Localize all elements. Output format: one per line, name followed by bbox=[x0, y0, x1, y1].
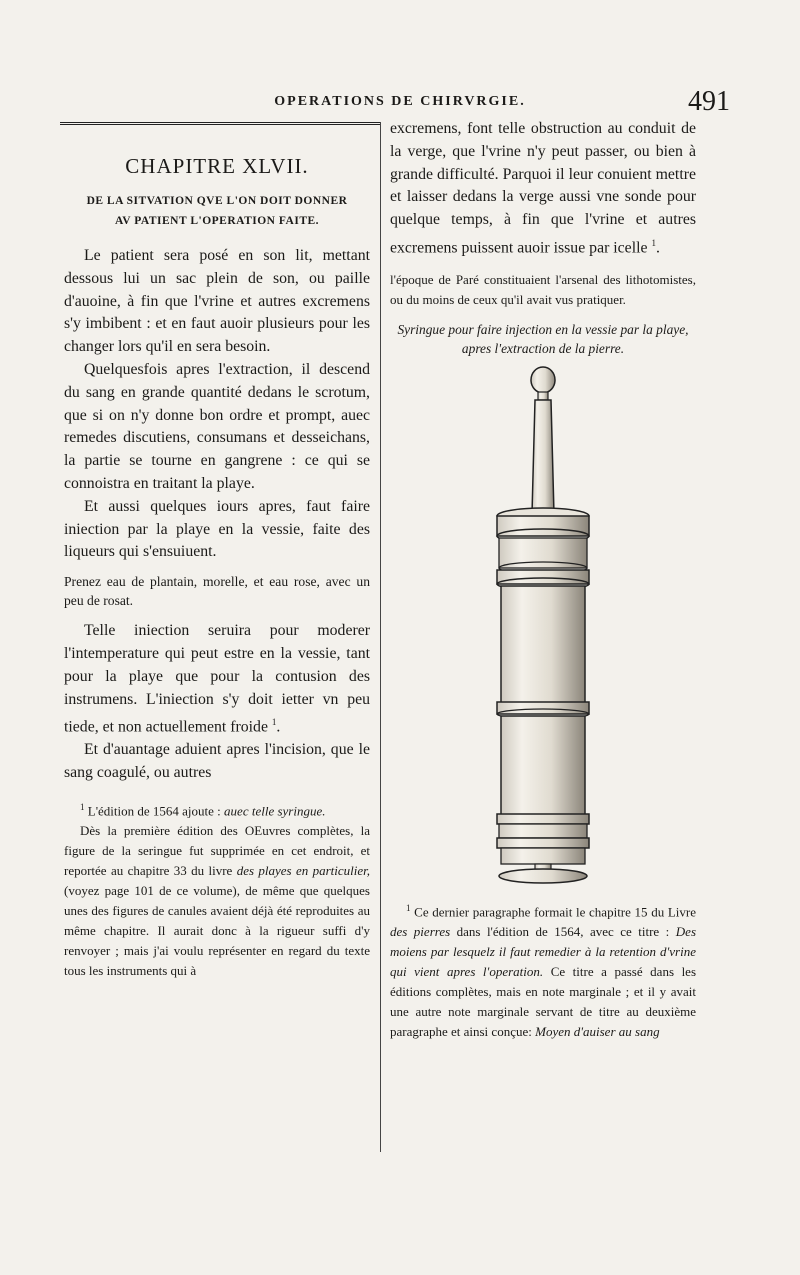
right-paragraph-1: excremens, font telle obstruction au conduit de la verge, que l'vrine n'y peut passer, ou bien à grande difficulté. Parquoi il leur conuient mettre et laisser dedans la verge aussi vne sonde pour quelque temps, à fin que l'vrine et autres excremens puissent auoir issue par icelle $^1$. bbox=[390, 120, 696, 257]
paragraph-5: Et d'auantage aduient apres l'incision, que le sang coagulé, ou autres bbox=[64, 741, 370, 782]
right-column bbox=[390, 118, 696, 1042]
paragraph-1: Le patient sera posé en son lit, mettant dessous lui un sac plein de son, ou paille d'auoine, à fin que l'vrine et autres excremens s'y imbibent : et en faut auoir plusieurs pour les changer lors qu'il en sera besoin. bbox=[64, 247, 370, 356]
recipe-text: Prenez eau de plantain, morelle, et eau rose, avec un peu de rosat. bbox=[64, 574, 370, 609]
right-footnote-marker: 1 bbox=[651, 237, 656, 248]
syringe-illustration bbox=[390, 364, 696, 884]
footnote-3-italic3: Moyen d'auiser au sang bbox=[535, 1024, 660, 1040]
footnote-3 bbox=[390, 898, 696, 1042]
footnote-1-italic: auec telle syringue. bbox=[224, 803, 326, 819]
footnote-3-italic2: Des moiens par lesquelz il faut remedier à la retention d'vrine qui vient apres l'operation. bbox=[390, 924, 696, 980]
paragraph-4-text: Telle iniection seruira pour moderer l'intemperature qui peut estre en la vessie, tant pour la playe que pour la contusion des instrumens. L'iniection s'y doit ietter vn peu tiede, et non actuellement froide bbox=[64, 622, 370, 736]
footnote-1-text: L'édition de 1564 ajoute : bbox=[87, 803, 221, 819]
footnote-3-part3: Ce titre a passé dans les éditions complètes, mais en note marginale ; et il y avait une autre note marginale servant de titre au deuxième paragraphe et ainsi conçue: bbox=[390, 964, 697, 1040]
left-column bbox=[64, 150, 370, 981]
figure-caption: Syringue pour faire injection en la vessie par la playe, apres l'extraction de la pierre. bbox=[397, 322, 689, 357]
right-paragraph-1-text: excremens, font telle obstruction au conduit de la verge, que l'vrine n'y peut passer, ou bien à grande difficulté. Parquoi il leur conuient mettre et laisser dedans la verge aussi vne sonde pour quelque temps, à fin que l'vrine et autres excremens puissent auoir issue par icelle bbox=[390, 120, 696, 257]
right-footnotes bbox=[390, 898, 696, 1042]
footnote-marker: 1 bbox=[271, 717, 277, 728]
paragraph-4: Telle iniection seruira pour moderer l'intemperature qui peut estre en la vessie, tant pour la playe que pour la contusion des instrumens. L'iniection s'y doit ietter vn peu tiede, et non actuellement froide $^1$. bbox=[64, 622, 370, 736]
chapter-heading: CHAPITRE XLVII. bbox=[125, 154, 309, 178]
footnote-1 bbox=[64, 797, 370, 821]
footnote-2 bbox=[64, 821, 370, 981]
footnote-3-part1: Ce dernier paragraphe formait le chapitre 15 du Livre bbox=[414, 904, 697, 920]
footnote-2-part2: (voyez page 101 de ce volume), de même que quelques unes des figures de canules avaient déjà été reproduites au même chapitre. Il aurait donc à la rigueur suffi d'y renvoyer ; mais j'ai voulu représenter en regard du texte tous les instruments qui à bbox=[64, 883, 370, 979]
subheading-line-1: DE LA SITVATION QVE L'ON DOIT DONNER bbox=[86, 195, 348, 207]
footnote-3-marker: 1 bbox=[406, 903, 411, 914]
footnote-2-part1: Dès la première édition des OEuvres complètes, la figure de la seringue fut supprimée en cet endroit, et reportée au chapitre 33 du livre bbox=[64, 823, 370, 879]
page-number: 491 bbox=[688, 86, 730, 117]
syringe-icon bbox=[390, 364, 696, 884]
running-title: OPERATIONS DE CHIRVRGIE. bbox=[274, 94, 526, 109]
header-rule bbox=[60, 122, 380, 125]
subheading-line-2: AV PATIENT L'OPERATION FAITE. bbox=[114, 215, 320, 227]
column-divider bbox=[380, 122, 381, 1152]
footnote-2-italic: des playes en particulier, bbox=[236, 863, 370, 879]
running-head bbox=[70, 86, 730, 120]
chapter-subheading bbox=[64, 191, 370, 231]
right-footnote-continuation bbox=[390, 270, 696, 310]
footnote-3-part2: dans l'édition de 1564, avec ce titre : bbox=[456, 924, 670, 940]
paragraph-2: Quelquesfois apres l'extraction, il descend du sang en grande quantité dedans le scrotum, que si on n'y donne bon ordre et prompt, auec remedes discutiens, consumans et desseichans, la partie se tourne en gangrene : ce qui se connoistra en traitant la playe. bbox=[64, 360, 370, 492]
left-footnotes bbox=[64, 797, 370, 981]
footnote-1-marker: 1 bbox=[80, 802, 85, 812]
paragraph-3: Et aussi quelques iours apres, faut faire iniection par la playe en la vessie, faite des liqueurs qui s'ensuiuent. bbox=[64, 497, 370, 561]
footnote-3-italic1: des pierres bbox=[390, 924, 451, 940]
note-continuation: l'époque de Paré constituaient l'arsenal des lithotomistes, ou du moins de ceux qu'il avait vus pratiquer. bbox=[390, 272, 696, 308]
